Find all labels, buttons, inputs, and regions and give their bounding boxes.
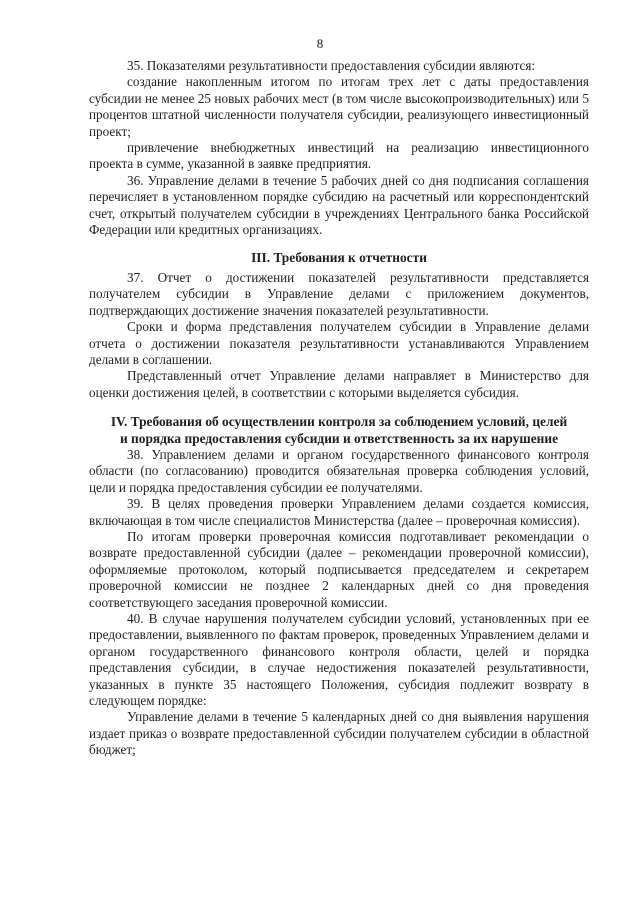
- section-heading: [89, 414, 589, 447]
- paragraph: Управление делами в течение 5 календарных дней со дня выявления нарушения издает приказ о возврате предоставленной субсидии получателем субсидии в областной бюджет;: [89, 709, 589, 758]
- paragraph: 37. Отчет о достижении показателей результативности представляется получателем субсидии в Управление делами с приложением документов, подтверждающих достижение значения показателей результативности.: [89, 269, 589, 318]
- section-heading-line: III. Требования к отчетности: [251, 250, 427, 266]
- page-number: 8: [316, 36, 324, 51]
- paragraph: 39. В целях проведения проверки Управлением делами создается комиссия, включающая в том числе специалистов Министерства (далее – проверочная комиссия).: [89, 496, 589, 528]
- document-body: [89, 58, 589, 759]
- paragraph: Сроки и форма представления получателем субсидии в Управление делами отчета о достижении показателя результативности устанавливаются Управлением делами в соглашении.: [89, 319, 589, 367]
- paragraph: 40. В случае нарушения получателем субсидии условий, установленных при ее предоставлении, выявленного по фактам проверок, проведенных Управлением делами и органом государственного финансового контроля области, целей и порядка представления субсидии, в случае недостижения показателей результативности, указанных в пункте 35 настоящего Положения, субсидия подлежит возврату в следующем порядке:: [89, 611, 589, 709]
- paragraph: Представленный отчет Управление делами направляет в Министерство для оценки достижения целей, в соответствии с которыми выделяется субсидия.: [89, 368, 589, 400]
- paragraph: 36. Управление делами в течение 5 рабочих дней со дня подписания соглашения перечисляет в установленном порядке субсидию на расчетный или корреспондентский счет, открытый получателем субсидии в учреждениях Центрального банка Российской Федерации или кредитных организациях.: [89, 172, 589, 238]
- section-heading: [89, 250, 589, 266]
- paragraph: 35. Показателями результативности предоставления субсидии являются:: [127, 58, 536, 73]
- section-heading-line: и порядка предоставления субсидии и ответственность за их нарушение: [119, 430, 559, 446]
- paragraph: 38. Управлением делами и органом государственного финансового контроля области (по согласованию) проводится обязательная проверка соблюдения условий, цели и порядка предоставления субсидии ее получателями.: [89, 446, 589, 495]
- paragraph: создание накопленным итогом по итогам трех лет с даты предоставления субсидии не менее 25 новых рабочих мест (в том числе высокопроизводительных) или 5 процентов штатной численности получателя субсидии, реализующего инвестиционный проект;: [89, 74, 589, 139]
- section-heading-line: IV. Требования об осуществлении контроля за соблюдением условий, целей: [110, 414, 568, 430]
- paragraph: По итогам проверки проверочная комиссия подготавливает рекомендации о возврате предоставленной субсидии (далее – рекомендации проверочной комиссии), оформляемые протоколом, который подписывается председателем и секретарем проверочной комиссии не позднее 2 календарных дней со дня проведения соответствующего заседания проверочной комиссии.: [89, 528, 589, 610]
- paragraph: привлечение внебюджетных инвестиций на реализацию инвестиционного проекта в сумме, указанной в заявке предприятия.: [89, 140, 589, 172]
